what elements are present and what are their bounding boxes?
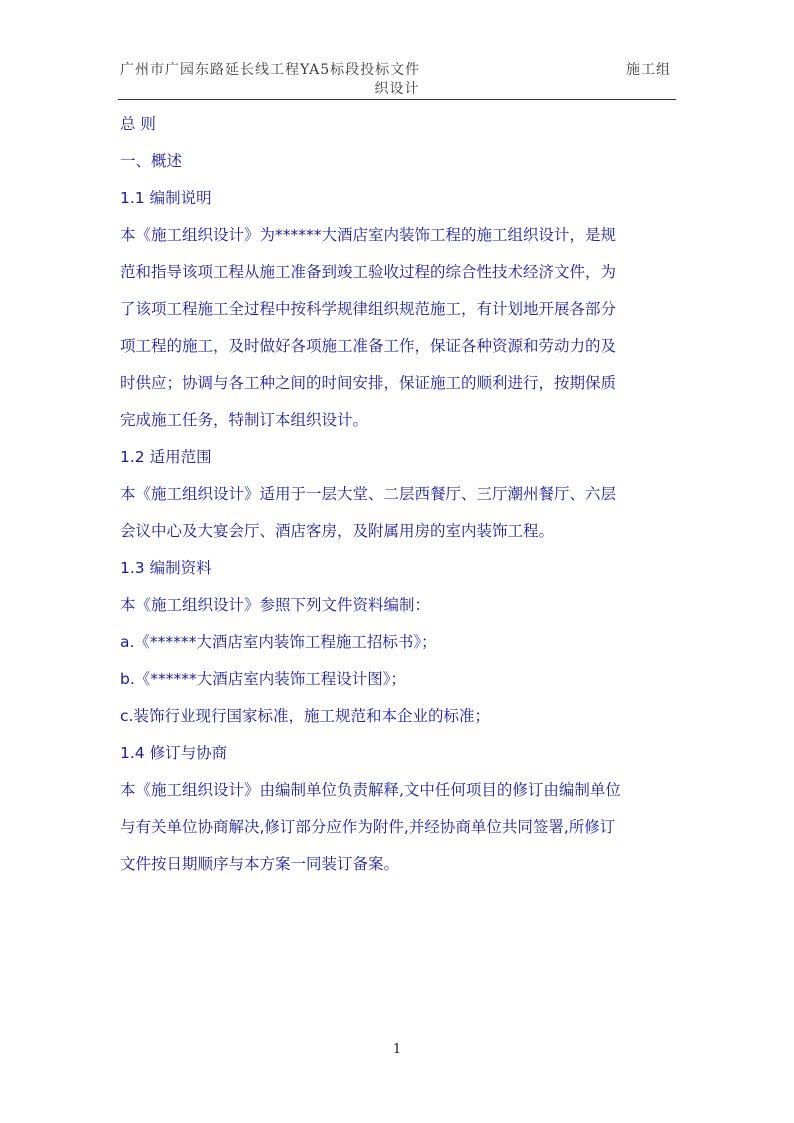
paragraph-line: 本《施工组织设计》为******大酒店室内装饰工程的施工组织设计，是规 <box>120 226 617 244</box>
header-divider <box>118 99 676 100</box>
page-number: 1 <box>392 1042 402 1057</box>
clause-heading: 1.3 编制资料 <box>120 559 212 577</box>
clause-heading: 1.2 适用范围 <box>120 448 212 466</box>
paragraph-line: 时供应；协调与各工种之间的时间安排，保证施工的顺利进行，按期保质 <box>120 374 617 392</box>
header-title-continuation: 织设计 <box>374 81 420 97</box>
body-content <box>120 106 680 883</box>
paragraph-line: 完成施工任务，特制订本组织设计。 <box>120 411 369 429</box>
paragraph-line: 文件按日期顺序与本方案一同装订备案。 <box>120 855 400 873</box>
paragraph-line: 会议中心及大宴会厅、酒店客房，及附属用房的室内装饰工程。 <box>120 522 555 540</box>
paragraph-line: 本《施工组织设计》由编制单位负责解释,文中任何项目的修订由编制单位 <box>120 781 621 799</box>
subsection-heading: 一、概述 <box>120 152 183 170</box>
paragraph-line: 本《施工组织设计》适用于一层大堂、二层西餐厅、三厅潮州餐厅、六层 <box>120 485 617 503</box>
section-heading: 总 则 <box>120 115 156 133</box>
paragraph-line: 本《施工组织设计》参照下列文件资料编制： <box>120 596 431 614</box>
list-item: c.装饰行业现行国家标准，施工规范和本企业的标准； <box>120 707 490 725</box>
list-item: a.《******大酒店室内装饰工程施工招标书》； <box>120 633 437 651</box>
clause-heading: 1.4 修订与协商 <box>120 744 228 762</box>
paragraph-line: 与有关单位协商解决,修订部分应作为附件,并经协商单位共同签署,所修订 <box>120 818 616 836</box>
header-title-right: 施工组 <box>626 62 671 78</box>
paragraph-line: 范和指导该项工程从施工准备到竣工验收过程的综合性技术经济文件，为 <box>120 263 617 281</box>
clause-heading: 1.1 编制说明 <box>120 189 212 207</box>
list-item: b.《******大酒店室内装饰工程设计图》； <box>120 670 407 688</box>
paragraph-line: 了该项工程施工全过程中按科学规律组织规范施工，有计划地开展各部分 <box>120 300 617 318</box>
header-title: 广州市广园东路延长线工程YA5标段投标文件 <box>120 62 421 78</box>
paragraph-line: 项工程的施工，及时做好各项施工准备工作，保证各种资源和劳动力的及 <box>120 337 617 355</box>
